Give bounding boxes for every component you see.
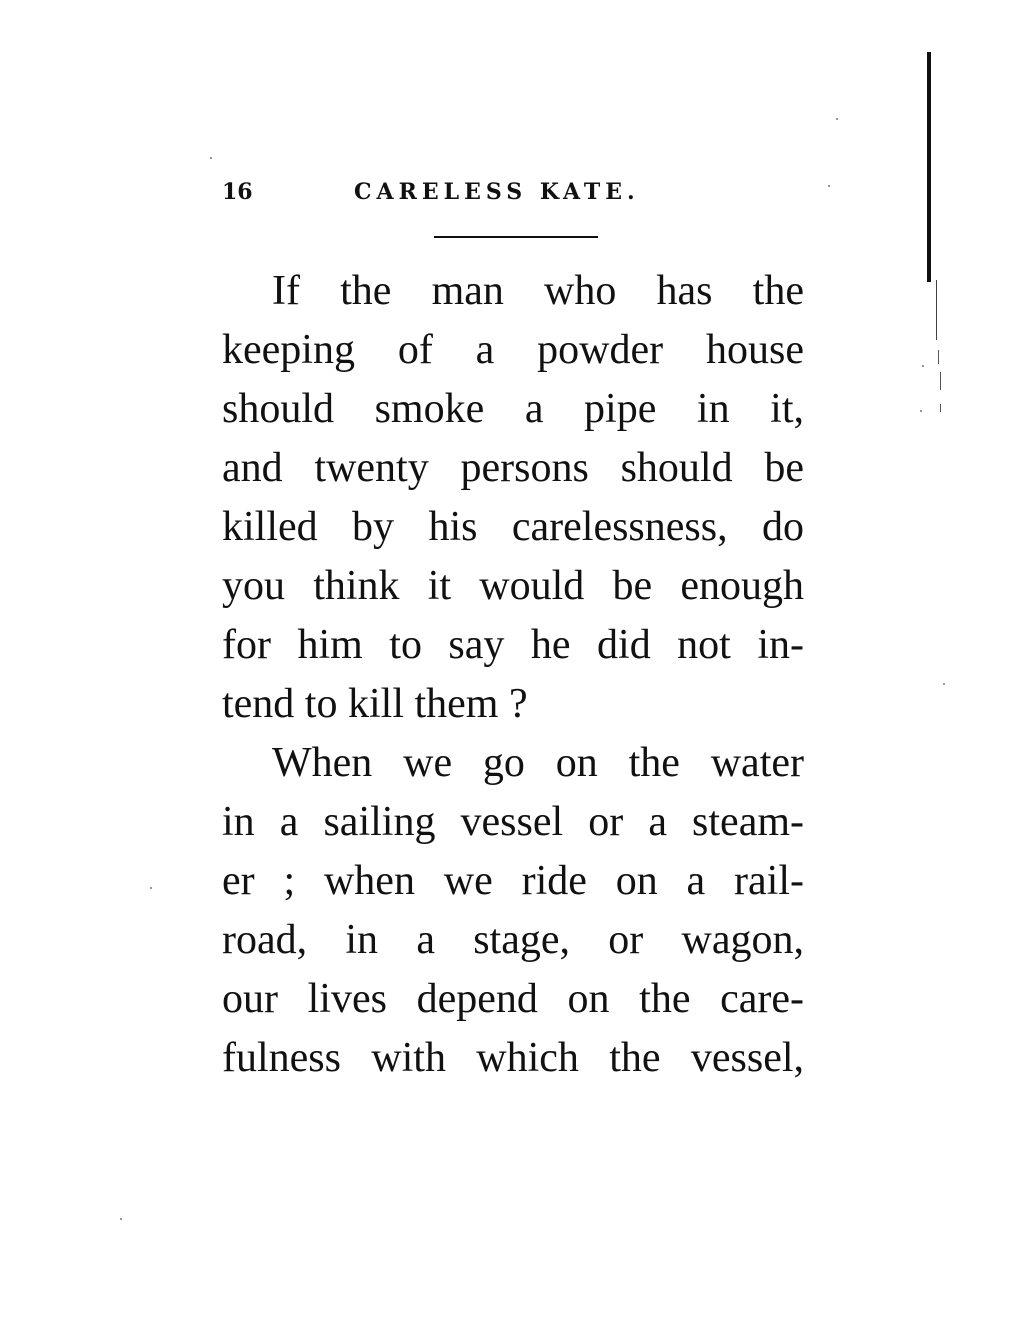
text-line: road, in a stage, or wagon, [222,917,804,963]
text-line: If the man who has the [272,268,804,314]
body-text [222,262,804,1088]
text-line: When we go on the water [272,740,804,786]
binding-dash [940,372,941,390]
binding-edge-line [936,280,937,340]
text-line: our lives depend on the care- [222,976,804,1022]
text-line: er ; when we ride on a rail- [222,858,804,904]
binding-edge-shadow [927,52,931,282]
text-line: tend to kill them ? [222,681,528,727]
text-line: killed by his carelessness, do [222,504,804,550]
text-line: fulness with which the vessel, [222,1035,804,1081]
scan-speck [828,185,830,187]
scan-speck [920,410,922,412]
text-line: in a sailing vessel or a steam- [222,799,804,845]
text-line: you think it would be enough [222,563,804,609]
paragraph-1 [222,262,804,734]
text-line: should smoke a pipe in it, [222,386,804,432]
text-line: for him to say he did not in- [222,622,804,668]
text-line: and twenty persons should be [222,445,804,491]
header-rule [434,236,598,238]
scan-speck [922,365,924,367]
page-header [222,172,812,212]
scan-speck [836,118,838,120]
scan-speck [150,887,152,889]
running-title: CARELESS KATE. [354,179,640,205]
paragraph-2 [222,734,804,1088]
binding-dash [940,404,941,412]
page-number: 16 [222,179,253,205]
scan-speck [120,1218,122,1220]
binding-dash [938,350,939,364]
scan-speck [210,157,212,159]
text-line: keeping of a powder house [222,327,804,373]
scan-speck [943,683,945,685]
